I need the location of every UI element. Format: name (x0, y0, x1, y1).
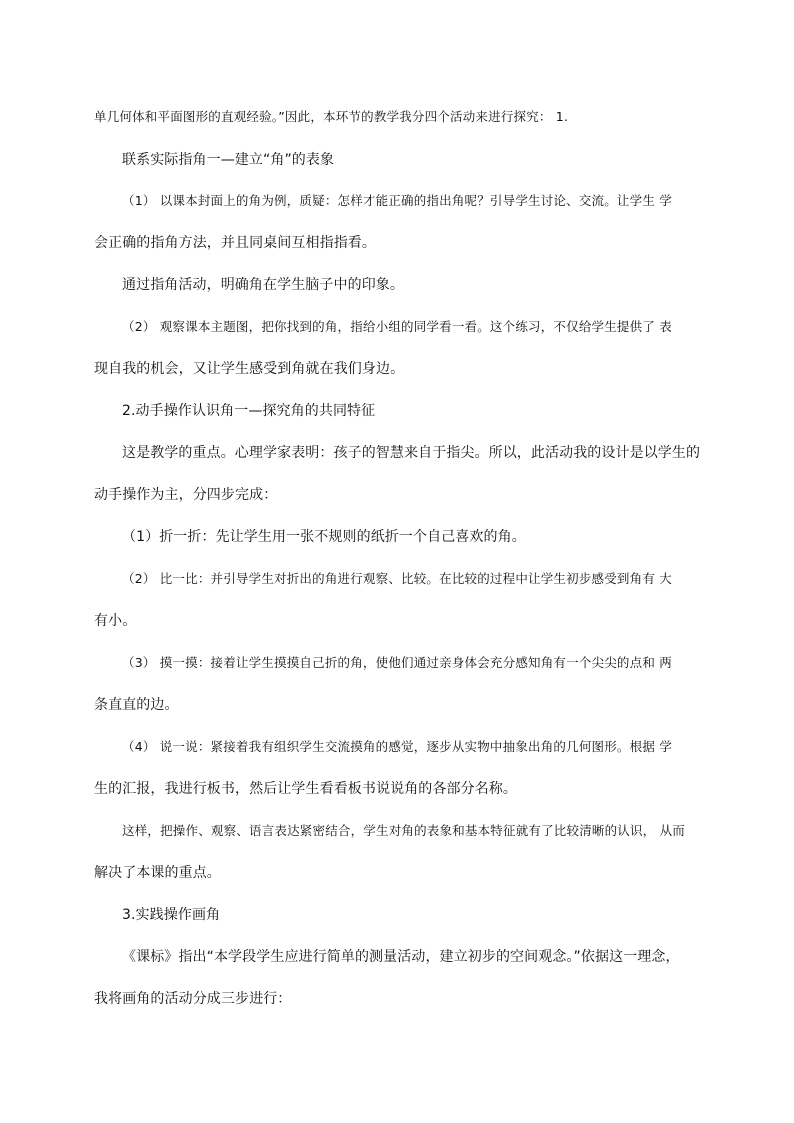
paragraph-line: 通过指角活动，明确角在学生脑子中的印象。 (122, 277, 404, 293)
paragraph-line: （2） 比一比：并引导学生对折出的角进行观察、比较。在比较的过程中让学生初步感受到角有 大 (122, 571, 672, 586)
paragraph-line: 动手操作为主，分四步完成： (94, 487, 278, 503)
paragraph-line: 我将画角的活动分成三步进行： (94, 991, 292, 1007)
paragraph-line: （1）折一折：先让学生用一张不规则的纸折一个自己喜欢的角。 (122, 529, 526, 545)
paragraph-line: （1） 以课本封面上的角为例，质疑：怎样才能正确的指出角呢？引导学生讨论、交流。让学生 学 (122, 193, 672, 208)
section-heading: 2.动手操作认识角一—探究角的共同特征 (122, 403, 376, 419)
paragraph-line: 这样，把操作、观察、语言表达紧密结合，学生对角的表象和基本特征就有了比较清晰的认识， 从而 (122, 823, 685, 838)
paragraph-line: 现自我的机会，又让学生感受到角就在我们身边。 (94, 361, 405, 377)
paragraph-line: 条直直的边。 (94, 697, 179, 713)
section-heading: 3.实践操作画角 (122, 907, 221, 923)
paragraph-line: （3） 摸一摸：接着让学生摸摸自己折的角，使他们通过亲身体会充分感知角有一个尖尖的点和 两 (122, 655, 672, 670)
paragraph-line: 解决了本课的重点。 (94, 865, 221, 881)
paragraph-line: （4） 说一说：紧接着我有组织学生交流摸角的感觉，逐步从实物中抽象出角的几何图形。根据 学 (122, 739, 672, 754)
paragraph-line: 生的汇报，我进行板书，然后让学生看看板书说说角的各部分名称。 (94, 781, 517, 797)
paragraph-line: 这是教学的重点。心理学家表明：孩子的智慧来自于指尖。所以，此活动我的设计是以学生的 (122, 445, 701, 461)
paragraph-line: 会正确的指角方法，并且同桌间互相指指看。 (94, 235, 376, 251)
section-heading: 联系实际指角一—建立“角”的表象 (122, 152, 335, 168)
paragraph-line: 单几何体和平面图形的直观经验。”因此，本环节的教学我分四个活动来进行探究： 1. (94, 109, 569, 124)
paragraph-line: 《课标》指出“本学段学生应进行简单的测量活动，建立初步的空间观念。”依据这一理念， (122, 949, 680, 965)
paragraph-line: 有小。 (94, 613, 137, 629)
paragraph-line: （2） 观察课本主题图，把你找到的角，指给小组的同学看一看。这个练习，不仅给学生提供了 表 (122, 319, 672, 334)
